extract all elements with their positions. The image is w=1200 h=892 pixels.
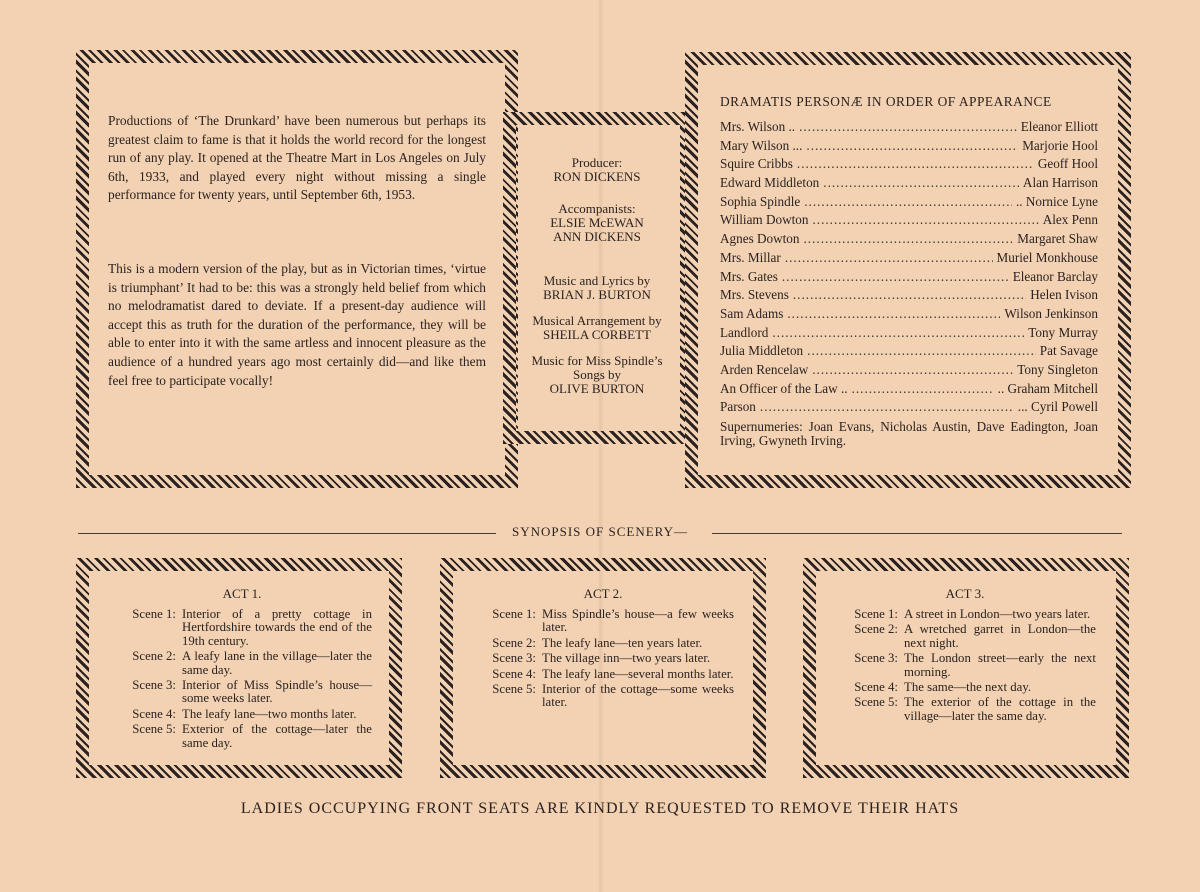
cast-actor: Wilson Jenkinson — [1004, 305, 1098, 321]
scene-row — [834, 623, 1096, 650]
music-name: BRIAN J. BURTON — [543, 287, 651, 302]
scene-row — [834, 608, 1096, 621]
cast-row — [720, 119, 1098, 138]
cast-row — [720, 156, 1098, 175]
scene-label: Scene 1: — [132, 607, 176, 621]
cast-role: Arden Rencelaw — [720, 361, 809, 377]
cast-actor: ... Cyril Powell — [1017, 399, 1098, 415]
cast-role: Parson — [720, 399, 756, 415]
music-label: Music and Lyrics by — [543, 273, 651, 288]
scene-description: Exterior of the cottage—later the same day. — [182, 722, 372, 750]
cast-role: Julia Middleton — [720, 343, 804, 359]
spindle-name: OLIVE BURTON — [549, 381, 645, 396]
cast-role: Mrs. Stevens — [720, 287, 789, 303]
scene-row — [112, 608, 372, 648]
leader-dots — [760, 399, 1014, 415]
history-paragraph-2: This is a modern version of the play, but as in Victorian times, ‘virtue is triumphant’ It had to be: this was a strongly held belief from which no melodramatist dared to deviate. If a present-day audience will accept this as truth for the duration of the performance, they will be able to enter into it with the same artless and innocent pleasure as the audience of a hundred years ago most certainly did—and like them feel free to participate vocally! — [108, 261, 486, 388]
leader-dots — [793, 287, 1026, 303]
scene-row — [834, 652, 1096, 679]
scene-row — [472, 652, 734, 665]
scene-row — [472, 608, 734, 635]
cast-actor: Tony Murray — [1028, 324, 1098, 340]
accompanists-label: Accompanists: — [558, 201, 636, 216]
leader-dots — [804, 231, 1014, 247]
accompanist-2: ANN DICKENS — [553, 229, 641, 244]
cast-row — [720, 194, 1098, 213]
scene-description: Interior of a pretty cottage in Hertfordshire towards the end of the 19th century. — [182, 607, 372, 648]
cast-role: Mrs. Wilson .. — [720, 119, 796, 134]
leader-dots — [812, 362, 1013, 378]
scene-description: The exterior of the cottage in the village—later the same day. — [904, 695, 1096, 723]
scene-label: Scene 4: — [132, 706, 176, 721]
cast-role: Squire Cribbs — [720, 156, 793, 172]
cast-role: Sam Adams — [720, 305, 784, 321]
accompanist-1: ELSIE McEWAN — [550, 215, 644, 230]
spindle-label: Music for Miss Spindle’s — [531, 353, 663, 368]
leader-dots — [772, 325, 1024, 341]
scene-description: A leafy lane in the village—later the same day. — [182, 649, 372, 677]
scene-description: A street in London—two years later. — [904, 607, 1091, 621]
cast-actor: Eleanor Barclay — [1012, 268, 1098, 284]
scene-row — [112, 708, 372, 721]
scene-row — [112, 723, 372, 750]
cast-row — [720, 250, 1098, 269]
scene-description: Interior of the cottage—some weeks later. — [542, 682, 734, 710]
scene-label: Scene 5: — [492, 682, 536, 697]
scene-row — [472, 683, 734, 710]
cast-role: Edward Middleton — [720, 175, 820, 191]
scene-label: Scene 3: — [132, 678, 176, 693]
act-3 — [834, 586, 1096, 725]
cast-row — [720, 306, 1098, 325]
credits-block — [520, 156, 674, 396]
cast-role: Mrs. Millar — [720, 249, 781, 265]
cast-row — [720, 175, 1098, 194]
producer-name: RON DICKENS — [553, 169, 641, 184]
footer-notice: LADIES OCCUPYING FRONT SEATS ARE KINDLY REQUESTED TO REMOVE THEIR HATS — [240, 800, 960, 817]
scene-row — [834, 696, 1096, 723]
cast-row — [720, 287, 1098, 306]
scene-row — [834, 681, 1096, 694]
spindle-label-2: Songs by — [572, 367, 622, 382]
cast-row — [720, 138, 1098, 157]
scene-description: Miss Spindle’s house—a few weeks later. — [542, 607, 734, 635]
leader-dots — [806, 138, 1018, 154]
scene-row — [472, 637, 734, 650]
scene-label: Scene 1: — [492, 607, 536, 621]
leader-dots — [812, 212, 1038, 228]
supernumeraries: Supernumeries: Joan Evans, Nicholas Austin, Dave Eadington, Joan Irving, Gwyneth Irving. — [720, 419, 1098, 448]
scene-description: The leafy lane—ten years later. — [542, 635, 703, 650]
cast-list — [720, 119, 1098, 448]
cast-actor: Helen Ivison — [1030, 287, 1098, 303]
synopsis-title: SYNOPSIS OF SCENERY— — [511, 524, 689, 539]
scene-label: Scene 5: — [132, 722, 176, 737]
cast-role: Mary Wilson ... — [720, 137, 803, 153]
producer-label: Producer: — [571, 155, 623, 170]
leader-dots — [787, 306, 1000, 322]
cast-actor: Geoff Hool — [1037, 156, 1098, 172]
scene-row — [472, 668, 734, 681]
synopsis-rule-right — [712, 533, 1122, 534]
cast-role: Landlord — [720, 324, 769, 340]
cast-row — [720, 399, 1098, 418]
scene-label: Scene 4: — [854, 680, 898, 695]
cast-role: Sophia Spindle — [720, 193, 801, 209]
cast-row — [720, 325, 1098, 344]
scene-label: Scene 2: — [854, 622, 898, 637]
cast-row — [720, 212, 1098, 231]
scene-label: Scene 5: — [854, 695, 898, 710]
scene-label: Scene 3: — [854, 651, 898, 666]
history-paragraph-1: Productions of ‘The Drunkard’ have been numerous but perhaps its greatest claim to fame is that it holds the world record for the longest run of any play. It opened at the Theatre Mart in Los Angeles on July 6th, 1933, and played every night without missing a single performance for twenty years, until September 6th, 1953. — [108, 113, 486, 203]
scene-description: The leafy lane—several months later. — [542, 666, 734, 681]
cast-row — [720, 343, 1098, 362]
cast-actor: Eleanor Elliott — [1020, 119, 1098, 134]
act-1-title: ACT 1. — [222, 586, 262, 601]
scene-description: A wretched garret in London—the next night. — [904, 622, 1096, 650]
arrangement-label: Musical Arrangement by — [532, 313, 662, 328]
cast-heading: DRAMATIS PERSONÆ IN ORDER OF APPEARANCE — [720, 94, 1052, 109]
scene-description: The same—the next day. — [904, 680, 1032, 695]
scene-row — [112, 650, 372, 677]
leader-dots — [804, 194, 1012, 210]
cast-actor: Marjorie Hool — [1022, 137, 1098, 153]
arrangement-name: SHEILA CORBETT — [543, 327, 651, 342]
act-3-title: ACT 3. — [945, 586, 985, 601]
cast-actor: Margaret Shaw — [1017, 231, 1098, 247]
cast-role: Agnes Dowton — [720, 231, 800, 247]
cast-row — [720, 231, 1098, 250]
leader-dots — [823, 175, 1019, 191]
scene-label: Scene 2: — [132, 649, 176, 664]
scene-description: The village inn—two years later. — [542, 651, 711, 666]
act-1 — [112, 586, 372, 752]
scene-row — [112, 679, 372, 706]
cast-row — [720, 381, 1098, 400]
scene-label: Scene 3: — [492, 651, 536, 666]
cast-actor: Muriel Monkhouse — [996, 249, 1098, 265]
scene-label: Scene 1: — [854, 607, 898, 621]
cast-actor: Alex Penn — [1042, 212, 1098, 228]
leader-dots — [807, 343, 1036, 359]
act-2-title: ACT 2. — [583, 586, 623, 601]
cast-actor: Alan Harrison — [1022, 175, 1098, 191]
scene-description: The leafy lane—two months later. — [182, 706, 357, 721]
scene-label: Scene 4: — [492, 666, 536, 681]
cast-role: An Officer of the Law .. — [720, 380, 848, 396]
leader-dots — [782, 269, 1009, 285]
leader-dots — [799, 119, 1017, 135]
scene-label: Scene 2: — [492, 635, 536, 650]
leader-dots — [785, 250, 993, 266]
cast-actor: .. Nornice Lyne — [1015, 193, 1098, 209]
cast-actor: Pat Savage — [1039, 343, 1098, 359]
leader-dots — [797, 156, 1034, 172]
cast-row — [720, 269, 1098, 288]
cast-role: Mrs. Gates — [720, 268, 778, 284]
cast-actor: Tony Singleton — [1017, 361, 1098, 377]
act-2 — [472, 586, 734, 712]
cast-actor: .. Graham Mitchell — [997, 380, 1098, 396]
scene-description: Interior of Miss Spindle’s house—some weeks later. — [182, 678, 372, 706]
cast-row — [720, 362, 1098, 381]
leader-dots — [852, 381, 994, 397]
cast-role: William Dowton — [720, 212, 809, 228]
scene-description: The London street—early the next morning. — [904, 651, 1096, 679]
